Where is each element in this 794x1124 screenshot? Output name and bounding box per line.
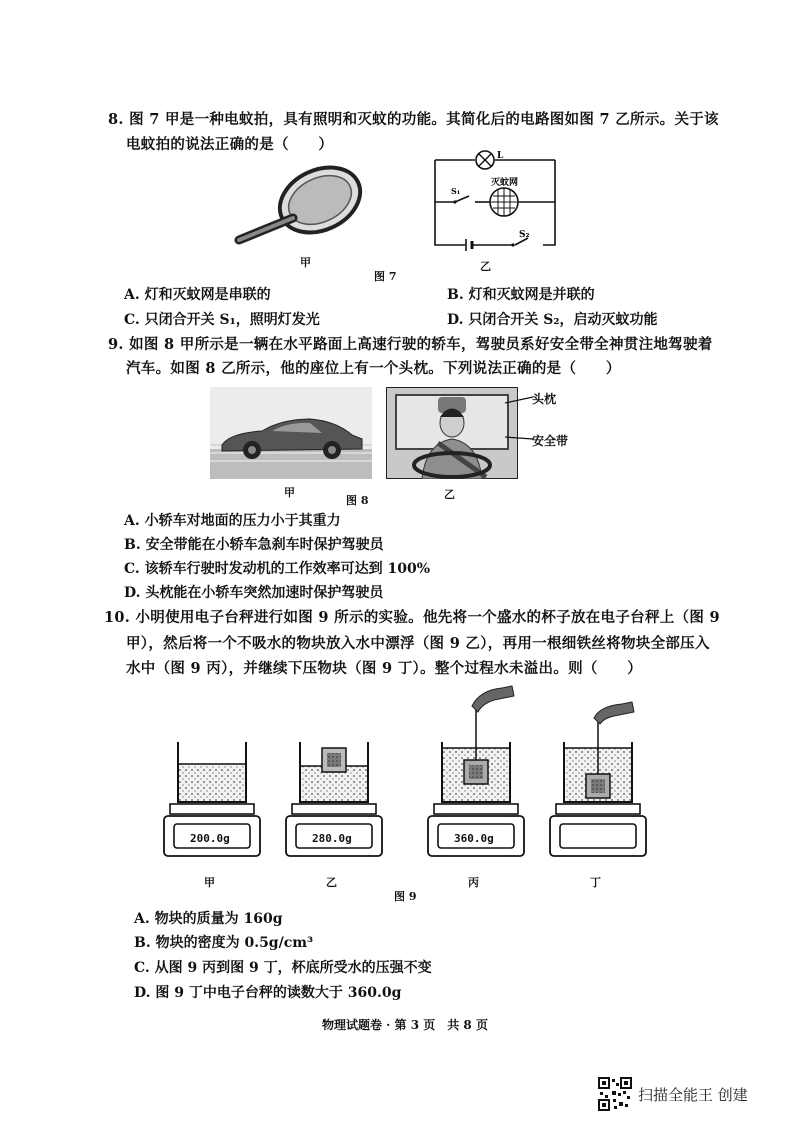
circuit-diagram bbox=[425, 150, 565, 255]
fig9-label-yi: 乙 bbox=[326, 876, 337, 889]
fig7-caption: 图 7 bbox=[374, 270, 397, 283]
page-footer: 物理试题卷 · 第 3 页 共 8 页 bbox=[322, 1018, 488, 1032]
fig9-label-ding: 丁 bbox=[590, 876, 601, 889]
fig8-jia-label: 甲 bbox=[284, 486, 295, 499]
q8-option-b: B. 灯和灭蚊网是并联的 bbox=[447, 287, 595, 303]
panel-ding bbox=[550, 702, 646, 856]
q10-option-c: C. 从图 9 丙到图 9 丁，杯底所受水的压强不变 bbox=[134, 960, 432, 976]
q8-option-d: D. 只闭合开关 S₂，启动灭蚊功能 bbox=[447, 312, 658, 328]
q9-option-b: B. 安全带能在小轿车急刹车时保护驾驶员 bbox=[124, 537, 384, 553]
scale-reading-yi: 280.0g bbox=[312, 832, 352, 845]
fig9-label-bing: 丙 bbox=[468, 876, 479, 889]
q8-option-c: C. 只闭合开关 S₁，照明灯发光 bbox=[124, 312, 320, 328]
q8-line2: 电蚊拍的说法正确的是（ ） bbox=[126, 136, 334, 153]
panel-bing bbox=[428, 686, 524, 856]
q9-option-c: C. 该轿车行驶时发动机的工作效率可达到 100% bbox=[124, 561, 431, 577]
mosquito-racket-figure bbox=[225, 158, 365, 248]
q9-line2: 汽车。如图 8 乙所示，他的座位上有一个头枕。下列说法正确的是（ ） bbox=[126, 360, 621, 377]
q9-option-d: D. 头枕能在小轿车突然加速时保护驾驶员 bbox=[124, 585, 384, 601]
qr-code-icon bbox=[598, 1077, 632, 1111]
q9-line1: 9. 如图 8 甲所示是一辆在水平路面上高速行驶的轿车，驾驶员系好安全带全神贯注地驾驶着 bbox=[108, 336, 713, 353]
fig8-yi-label: 乙 bbox=[444, 488, 455, 501]
fig7-yi-label: 乙 bbox=[480, 260, 491, 273]
q10-line3: 水中（图 9 丙），并继续下压物块（图 9 丁）。整个过程水未溢出。则（ ） bbox=[126, 660, 643, 677]
q10-line2: 甲），然后将一个不吸水的物块放入水中漂浮（图 9 乙），再用一根细铁丝将物块全部压入 bbox=[126, 635, 710, 652]
fig9-label-jia: 甲 bbox=[204, 876, 215, 889]
q8-line1: 8. 图 7 甲是一种电蚊拍，具有照明和灭蚊的功能。其简化后的电路图如图 7 乙所示。关于该 bbox=[108, 111, 719, 128]
driver-photo bbox=[386, 387, 518, 479]
net-label: 灭蚊网 bbox=[491, 178, 519, 188]
q8-option-a: A. 灯和灭蚊网是串联的 bbox=[124, 287, 271, 303]
q10-option-a: A. 物块的质量为 160g bbox=[134, 911, 283, 927]
seatbelt-label: 安全带 bbox=[532, 434, 569, 448]
fig9-caption: 图 9 bbox=[394, 890, 417, 903]
scale-reading-bing: 360.0g bbox=[454, 832, 494, 845]
label-pointer-lines bbox=[505, 393, 535, 443]
q10-option-b: B. 物块的密度为 0.5g/cm³ bbox=[134, 935, 314, 951]
headrest-label: 头枕 bbox=[532, 392, 557, 406]
fig7-jia-label: 甲 bbox=[300, 256, 311, 269]
q10-line1: 10. 小明使用电子台秤进行如图 9 所示的实验。他先将一个盛水的杯子放在电子台秤上（图 9 bbox=[104, 609, 720, 626]
q10-option-d: D. 图 9 丁中电子台秤的读数大于 360.0g bbox=[134, 985, 402, 1001]
s2-label: S₂ bbox=[519, 230, 530, 240]
scale-reading-jia: 200.0g bbox=[190, 832, 230, 845]
speeding-car-photo bbox=[210, 387, 372, 479]
lamp-label: L bbox=[497, 151, 504, 161]
scanner-watermark-text: 扫描全能王 创建 bbox=[638, 1086, 748, 1104]
scale-experiment-figure bbox=[160, 684, 650, 864]
fig8-caption: 图 8 bbox=[346, 494, 369, 507]
q9-option-a: A. 小轿车对地面的压力小于其重力 bbox=[124, 513, 341, 529]
s1-label: S₁ bbox=[451, 186, 461, 196]
